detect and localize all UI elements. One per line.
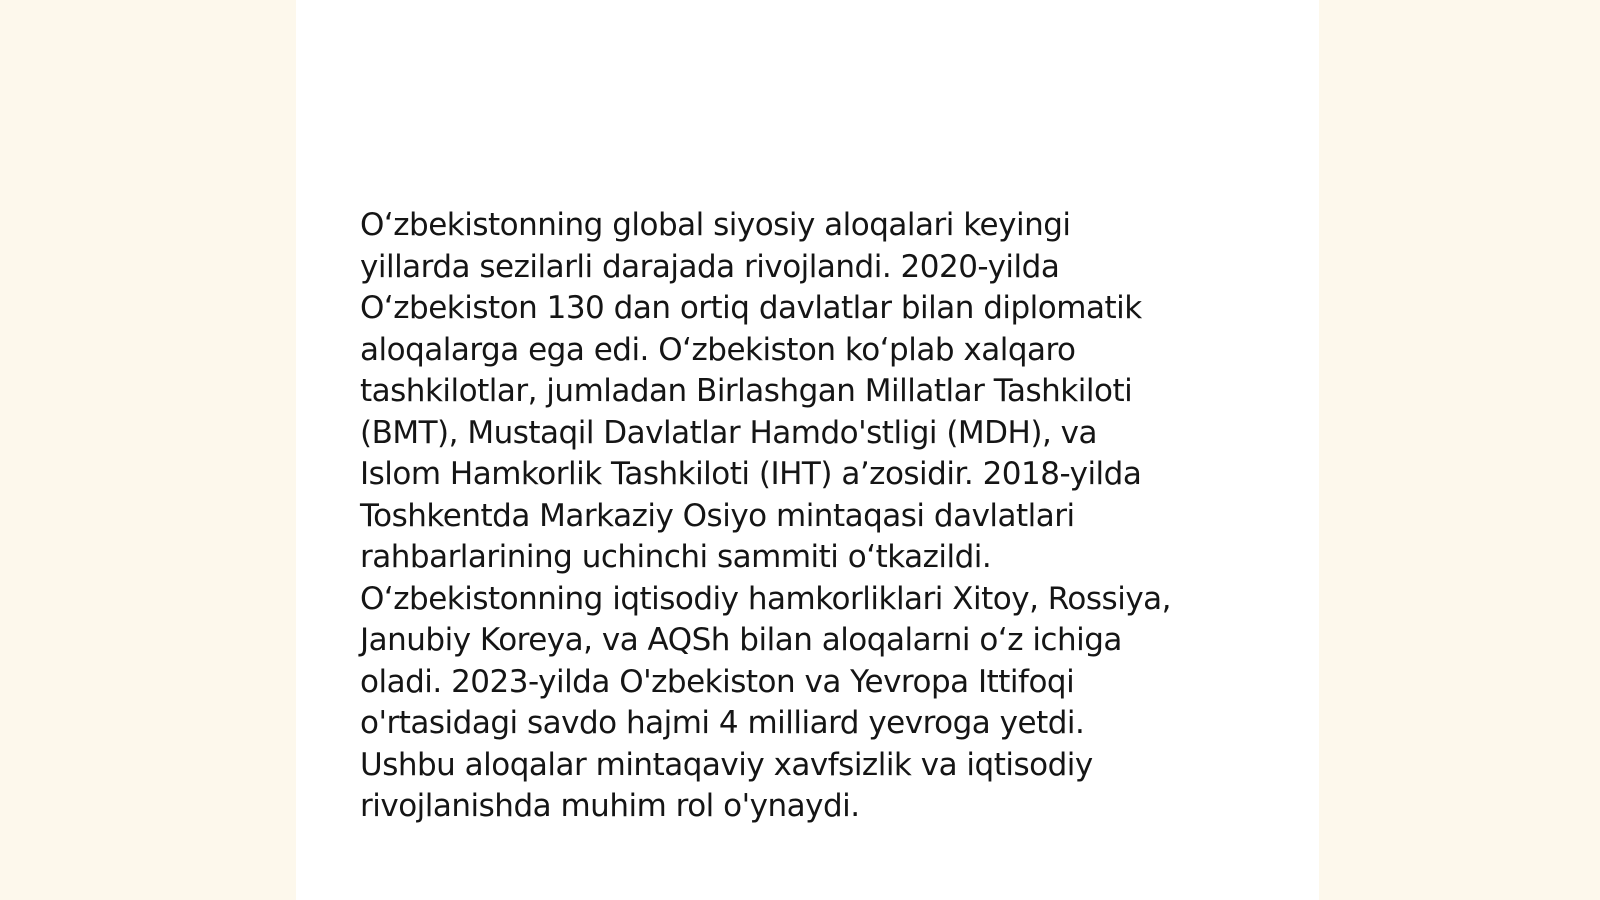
paragraph-line: O‘zbekiston 130 dan ortiq davlatlar bilan diplomatik [360,290,1142,326]
paragraph-line: rivojlanishda muhim rol o'ynaydi. [360,788,860,824]
document-page [296,0,1319,900]
paragraph-line: O‘zbekistonning global siyosiy aloqalari keyingi [360,207,1071,243]
paragraph-line: Toshkentda Markaziy Osiyo mintaqasi davlatlari [360,497,1075,534]
paragraph-line: tashkilotlar, jumladan Birlashgan Millatlar Tashkiloti [360,373,1133,409]
paragraph-line: yillarda sezilarli darajada rivojlandi. 2020-yilda [360,248,1060,285]
paragraph-line: Ushbu aloqalar mintaqaviy xavfsizlik va iqtisodiy [360,746,1093,783]
paragraph-line: o'rtasidagi savdo hajmi 4 milliard yevroga yetdi. [360,705,1085,741]
paragraph-line: O‘zbekistonning iqtisodiy hamkorliklari Xitoy, Rossiya, [360,580,1172,617]
paragraph-line: oladi. 2023-yilda O'zbekiston va Yevropa Ittifoqi [360,663,1075,700]
paragraph-line: (BMT), Mustaqil Davlatlar Hamdo'stligi (MDH), va [360,414,1097,451]
document-paragraph [360,205,1260,828]
paragraph-line: Janubiy Koreya, va AQSh bilan aloqalarni o‘z ichiga [360,622,1122,658]
paragraph-line: rahbarlarining uchinchi sammiti o‘tkazildi. [360,539,992,575]
paragraph-line: aloqalarga ega edi. O‘zbekiston ko‘plab xalqaro [360,331,1076,368]
paragraph-line: Islom Hamkorlik Tashkiloti (IHT) a’zosidir. 2018-yilda [360,456,1142,492]
